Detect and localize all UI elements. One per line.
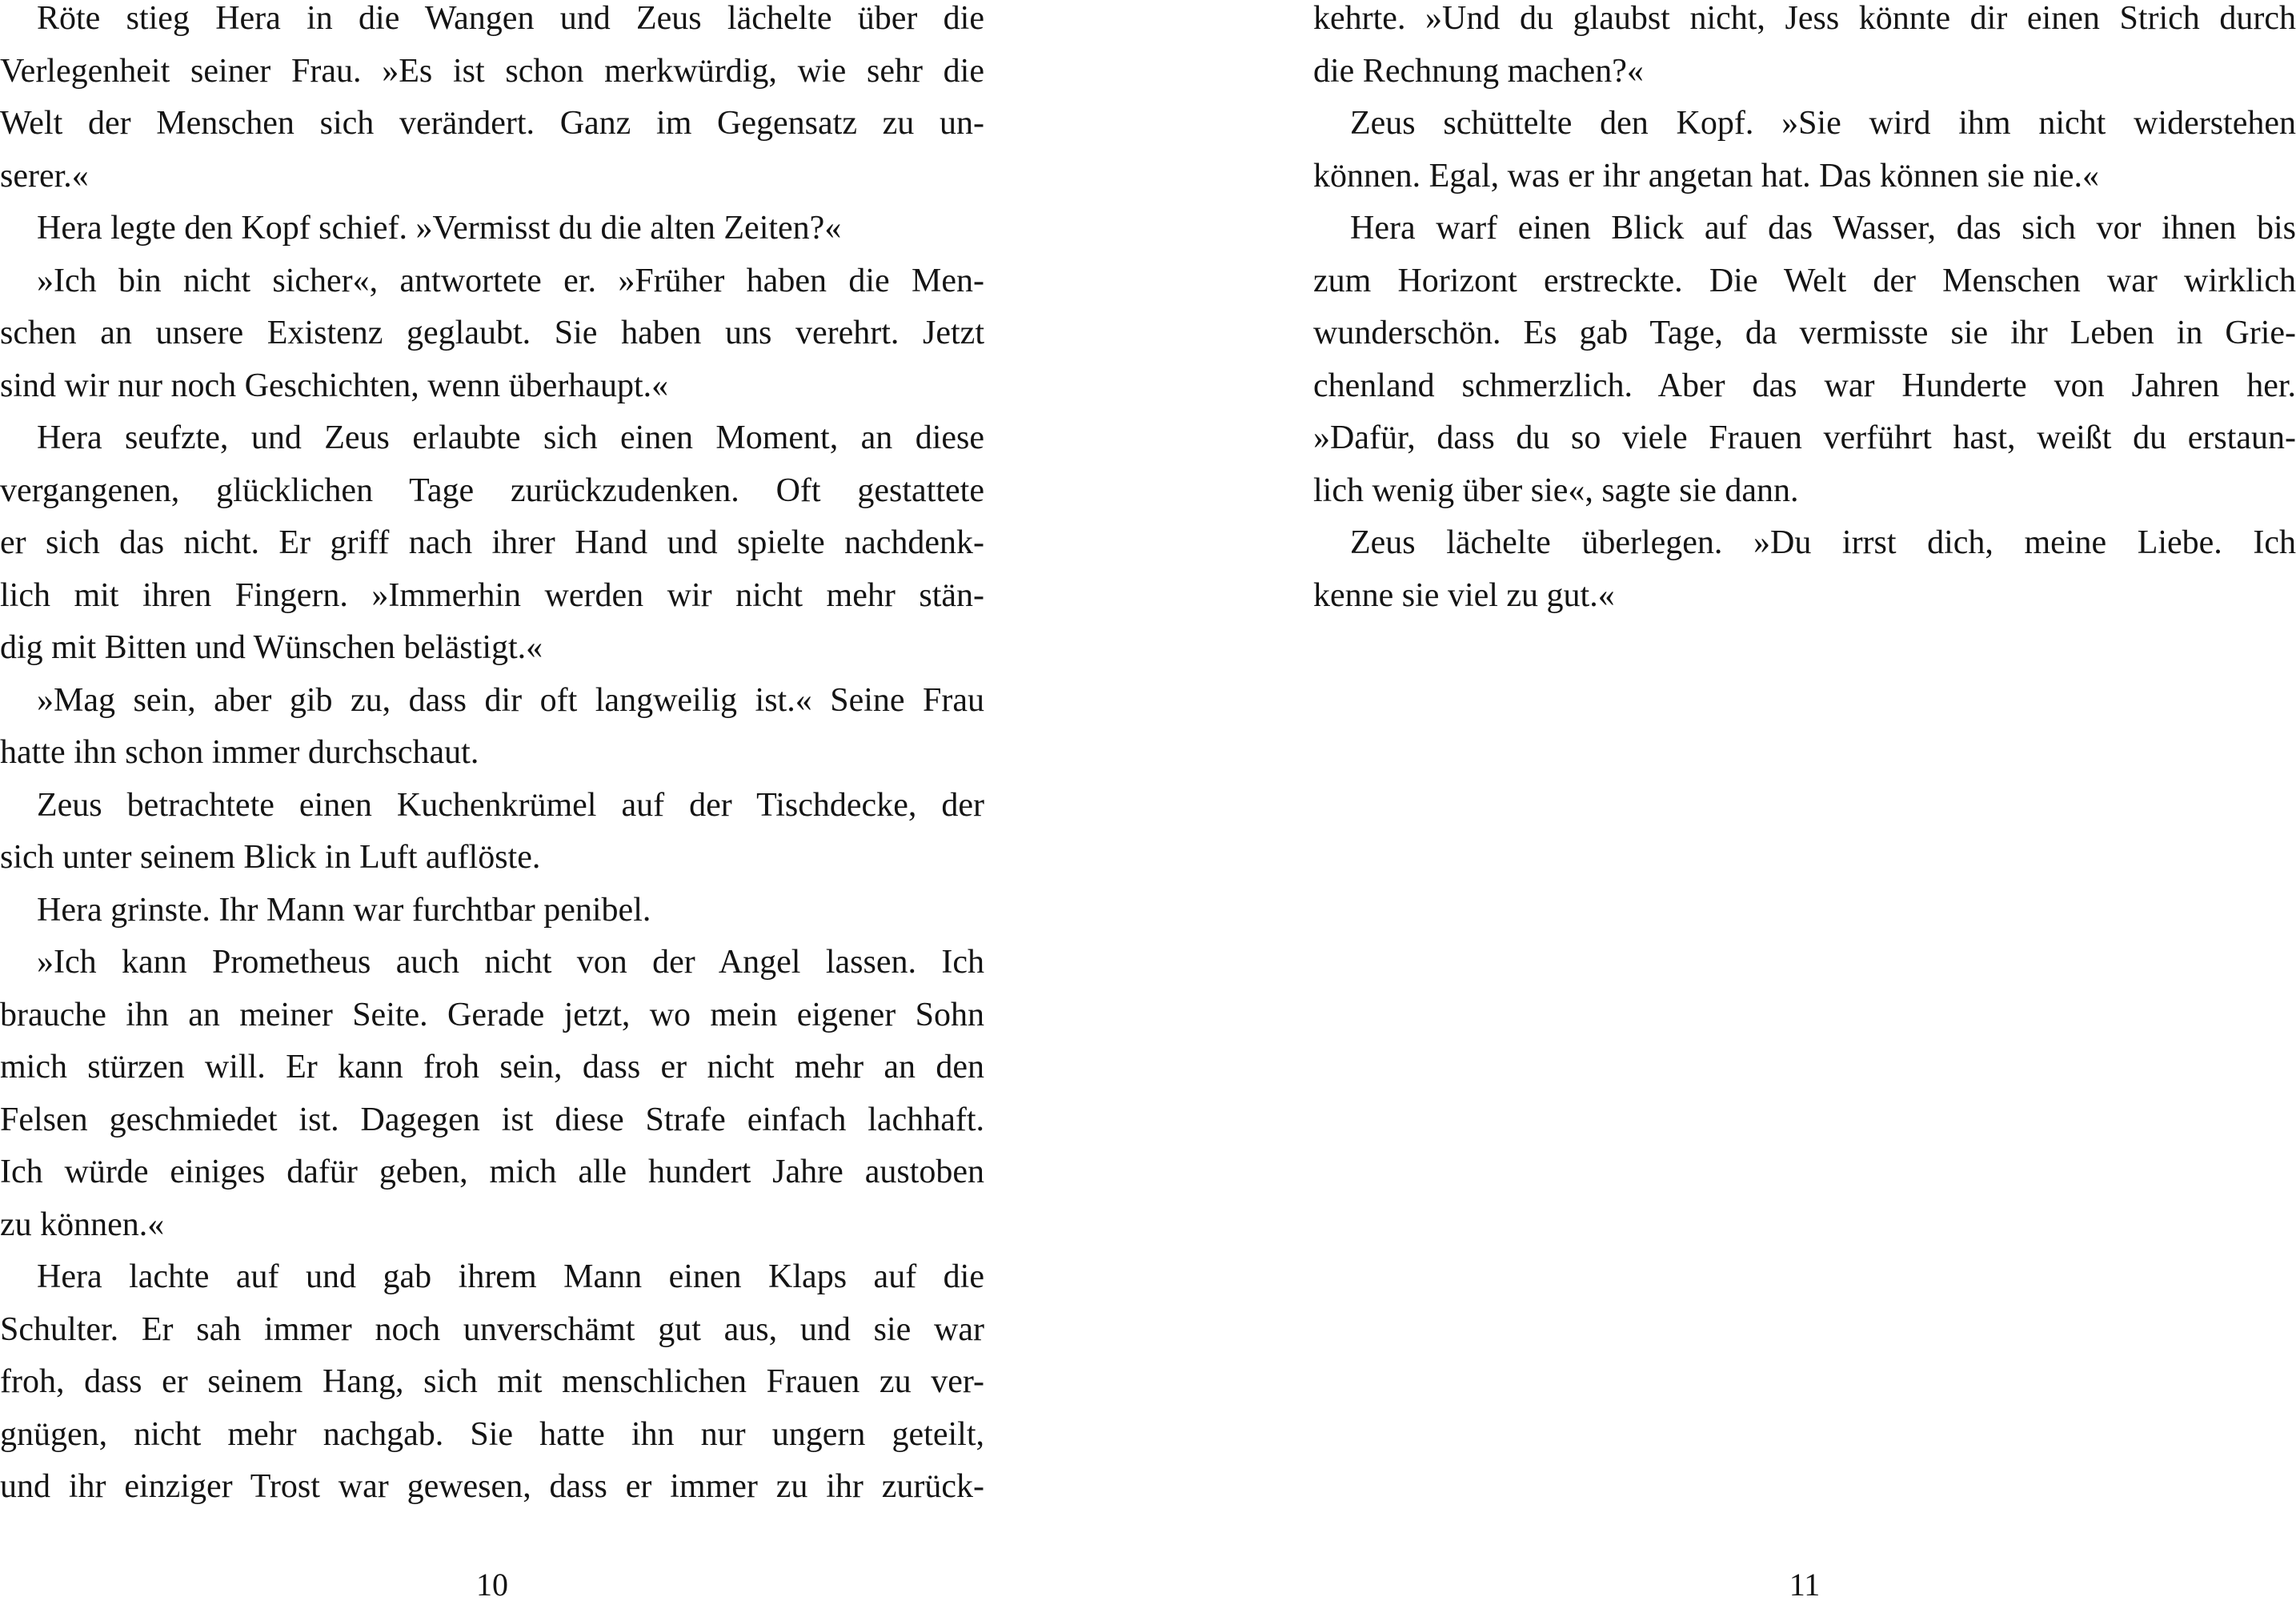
text-line: Röte stieg Hera in die Wangen und Zeus lächelte über die <box>37 0 984 37</box>
left-page-text <box>0 0 984 1514</box>
text-line: vergangenen, glücklichen Tage zurückzudenken. Oft gestattete <box>0 471 984 509</box>
text-line: lich mit ihren Fingern. »Immerhin werden wir nicht mehr stän- <box>0 576 984 614</box>
text-line: sind wir nur noch Geschichten, wenn überhaupt.« <box>0 367 669 404</box>
text-line: Schulter. Er sah immer noch unverschämt gut aus, und sie war <box>0 1310 984 1348</box>
right-page <box>1313 0 2296 1603</box>
text-line: er sich das nicht. Er griff nach ihrer Hand und spielte nachdenk- <box>0 524 984 561</box>
left-page <box>0 0 984 1603</box>
text-line: Zeus lächelte überlegen. »Du irrst dich, meine Liebe. Ich <box>1350 524 2296 561</box>
text-line: »Dafür, dass du so viele Frauen verführt hast, weißt du erstaun- <box>1313 419 2296 456</box>
text-line: Zeus schüttelte den Kopf. »Sie wird ihm nicht widerstehen <box>1350 105 2296 142</box>
text-line: dig mit Bitten und Wünschen belästigt.« <box>0 629 543 666</box>
text-line: Welt der Menschen sich verändert. Ganz im Gegensatz zu un- <box>0 105 984 142</box>
text-line: die Rechnung machen?« <box>1313 52 1644 90</box>
text-line: können. Egal, was er ihr angetan hat. Das können sie nie.« <box>1313 157 2100 195</box>
text-line: Hera legte den Kopf schief. »Vermisst du die alten Zeiten?« <box>37 210 842 247</box>
text-line: Ich würde einiges dafür geben, mich alle hundert Jahre austoben <box>0 1154 984 1190</box>
text-line: froh, dass er seinem Hang, sich mit menschlichen Frauen zu ver- <box>0 1363 984 1400</box>
page-number-left: 10 <box>476 1567 508 1603</box>
text-line: schen an unsere Existenz geglaubt. Sie haben uns verehrt. Jetzt <box>0 315 984 351</box>
text-line: Hera seufzte, und Zeus erlaubte sich einen Moment, an diese <box>37 419 984 456</box>
text-line: kehrte. »Und du glaubst nicht, Jess könnte dir einen Strich durch <box>1313 0 2296 37</box>
text-line: kenne sie viel zu gut.« <box>1313 576 1615 614</box>
text-line: Verlegenheit seiner Frau. »Es ist schon merkwürdig, wie sehr die <box>0 52 984 90</box>
text-line: brauche ihn an meiner Seite. Gerade jetzt, wo mein eigener Sohn <box>0 996 984 1033</box>
text-line: Hera lachte auf und gab ihrem Mann einen Klaps auf die <box>37 1258 984 1295</box>
text-line: wunderschön. Es gab Tage, da vermisste sie ihr Leben in Grie- <box>1313 315 2296 351</box>
text-line: Hera grinste. Ihr Mann war furchtbar penibel. <box>37 891 651 929</box>
text-line: Zeus betrachtete einen Kuchenkrümel auf der Tischdecke, der <box>37 786 984 824</box>
text-line: hatte ihn schon immer durchschaut. <box>0 734 479 771</box>
text-line: »Mag sein, aber gib zu, dass dir oft langweilig ist.« Seine Frau <box>37 681 984 719</box>
text-line: serer.« <box>0 157 89 195</box>
text-line: lich wenig über sie«, sagte sie dann. <box>1313 471 1799 509</box>
text-line: Felsen geschmiedet ist. Dagegen ist diese Strafe einfach lachhaft. <box>0 1101 984 1138</box>
text-line: »Ich kann Prometheus auch nicht von der Angel lassen. Ich <box>37 944 984 981</box>
text-line: »Ich bin nicht sicher«, antwortete er. »Früher haben die Men- <box>37 262 984 299</box>
page-number-right: 11 <box>1789 1567 1821 1603</box>
text-line: gnügen, nicht mehr nachgab. Sie hatte ihn nur ungern geteilt, <box>0 1415 984 1453</box>
text-line: zu können.« <box>0 1206 165 1243</box>
right-page-text <box>1313 0 2296 622</box>
text-line: sich unter seinem Blick in Luft auflöste. <box>0 839 541 876</box>
text-line: Hera warf einen Blick auf das Wasser, das sich vor ihnen bis <box>1350 210 2296 247</box>
text-line: chenland schmerzlich. Aber das war Hunderte von Jahren her. <box>1313 367 2296 404</box>
text-line: und ihr einziger Trost war gewesen, dass er immer zu ihr zurück- <box>0 1468 984 1505</box>
text-line: zum Horizont erstreckte. Die Welt der Menschen war wirklich <box>1313 262 2296 299</box>
text-line: mich stürzen will. Er kann froh sein, dass er nicht mehr an den <box>0 1049 984 1085</box>
